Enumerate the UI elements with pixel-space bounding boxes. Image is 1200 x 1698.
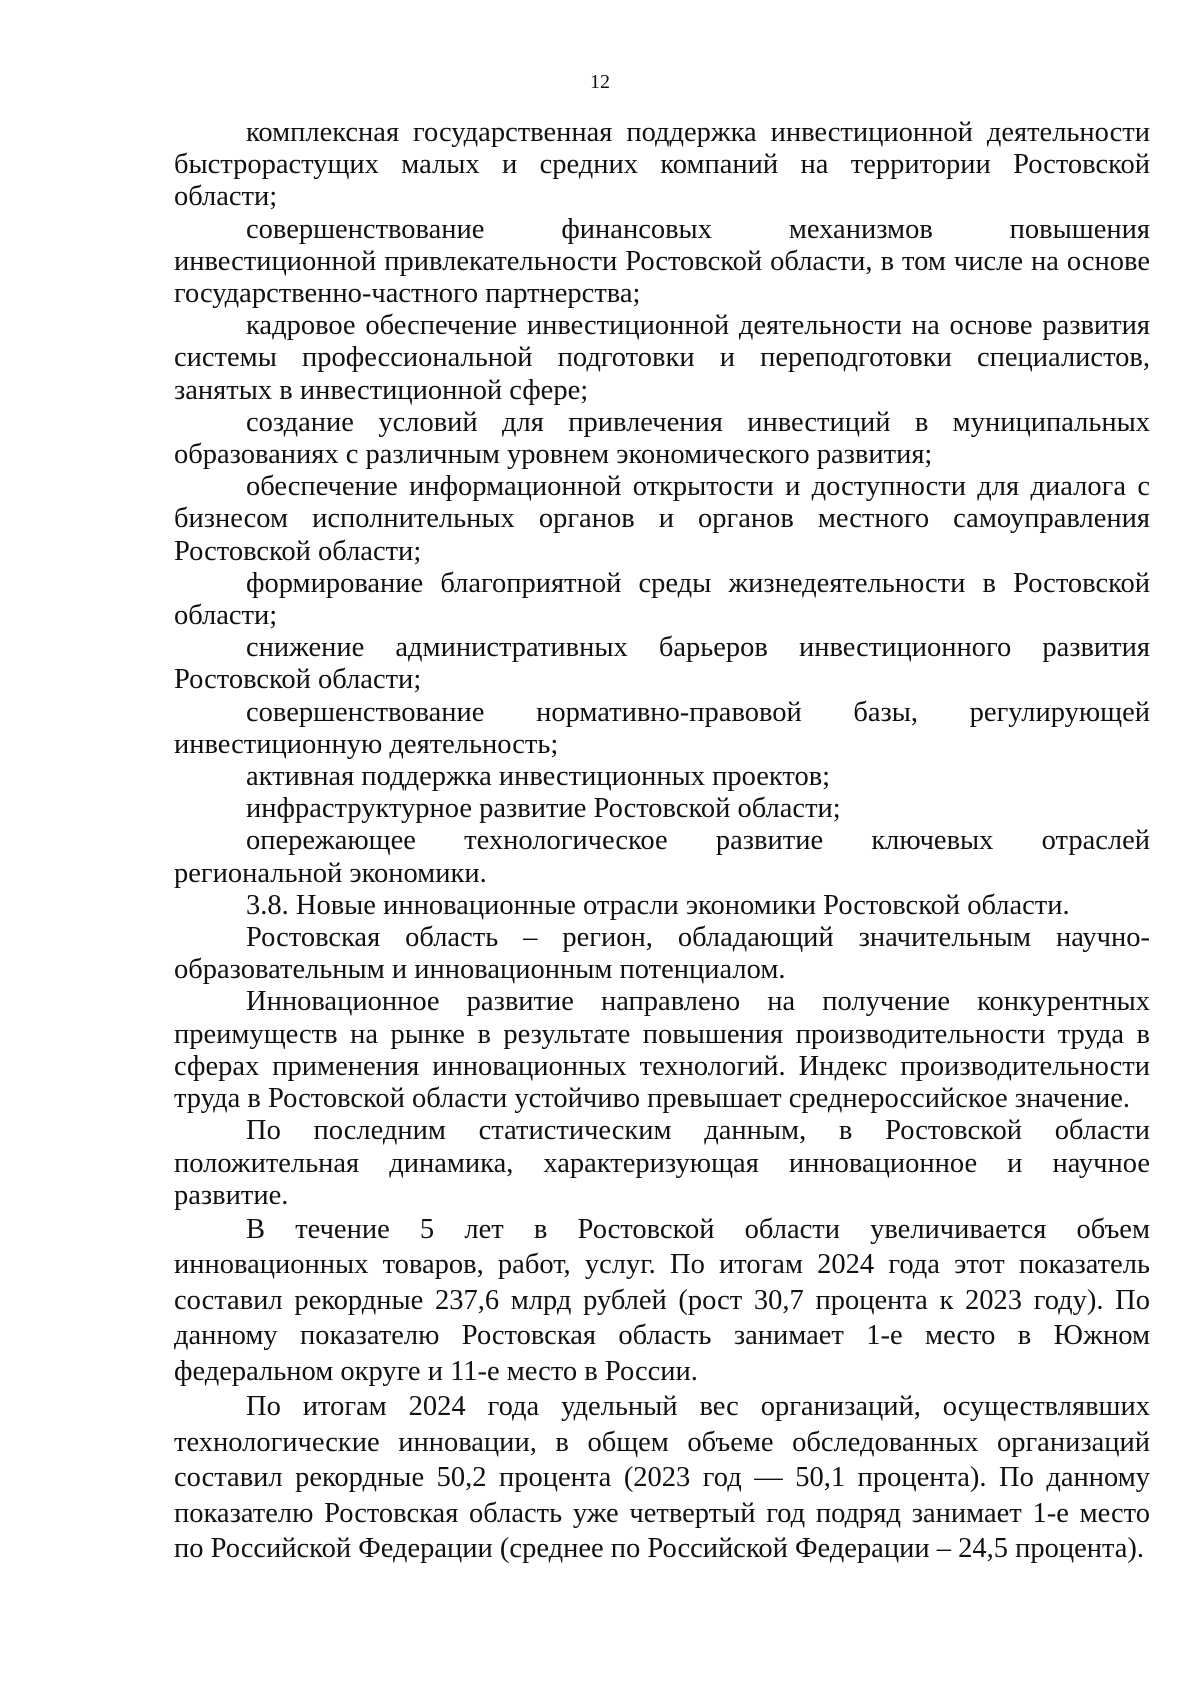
paragraph-innovative-development: Инновационное развитие направлено на получение конкурентных преимуществ на рынке в результате повышения производительности труда в сферах применения инновационных технологий. Индекс производительности труда в Ростовской области устойчиво превышает среднероссийское значение. bbox=[174, 986, 1150, 1115]
document-body bbox=[174, 117, 1150, 1567]
paragraph-technological-development: опережающее технологическое развитие ключевых отраслей региональной экономики. bbox=[174, 825, 1150, 889]
paragraph-administrative-barriers: снижение административных барьеров инвестиционного развития Ростовской области; bbox=[174, 632, 1150, 696]
paragraph-information-openness: обеспечение информационной открытости и доступности для диалога с бизнесом исполнительных органов и органов местного самоуправления Ростовской области; bbox=[174, 471, 1150, 567]
paragraph-financial-mechanisms: совершенствование финансовых механизмов повышения инвестиционной привлекательности Ростовской области, в том числе на основе государственно-частного партнерства; bbox=[174, 213, 1150, 310]
page-number: 12 bbox=[590, 71, 610, 93]
paragraph-region-potential: Ростовская область – регион, обладающий значительным научно-образовательным и инновационным потенциалом. bbox=[174, 922, 1150, 986]
paragraph-support-fast-growing-companies: комплексная государственная поддержка инвестиционной деятельности быстрорастущих малых и средних компаний на территории Ростовской области; bbox=[174, 117, 1150, 213]
paragraph-innovative-goods-volume: В течение 5 лет в Ростовской области увеличивается объем инновационных товаров, работ, услуг. По итогам 2024 года этот показатель составил рекордные 237,6 млрд рублей (рост 30,7 процента к 2023 году). По данному показателю Ростовская область занимает 1-е место в Южном федеральном округе и 11-е место в России. bbox=[174, 1213, 1150, 1387]
paragraph-project-support: активная поддержка инвестиционных проектов; bbox=[246, 761, 831, 793]
paragraph-statistics: По последним статистическим данным, в Ростовской области положительная динамика, характеризующая инновационное и научное развитие. bbox=[174, 1115, 1150, 1211]
paragraph-infrastructure: инфраструктурное развитие Ростовской области; bbox=[246, 793, 841, 825]
paragraph-municipal-conditions: создание условий для привлечения инвестиций в муниципальных образованиях с различным уровнем экономического развития; bbox=[174, 406, 1150, 471]
paragraph-organizations-share: По итогам 2024 года удельный вес организаций, осуществлявших технологические инновации, в общем объеме обследованных организаций составил рекордные 50,2 процента (2023 год — 50,1 процента). По данному показателю Ростовская область уже четвертый год подряд занимает 1-е место по Российской Федерации (среднее по Российской Федерации – 24,5 процента). bbox=[174, 1391, 1150, 1565]
paragraph-favorable-environment: формирование благоприятной среды жизнедеятельности в Ростовской области; bbox=[174, 567, 1150, 632]
section-heading-3-8: 3.8. Новые инновационные отрасли экономики Ростовской области. bbox=[246, 889, 1070, 921]
paragraph-regulatory-framework: совершенствование нормативно-правовой базы, регулирующей инвестиционную деятельность; bbox=[174, 696, 1150, 760]
paragraph-personnel-support: кадровое обеспечение инвестиционной деятельности на основе развития системы профессиональной подготовки и переподготовки специалистов, занятых в инвестиционной сфере; bbox=[174, 310, 1150, 406]
